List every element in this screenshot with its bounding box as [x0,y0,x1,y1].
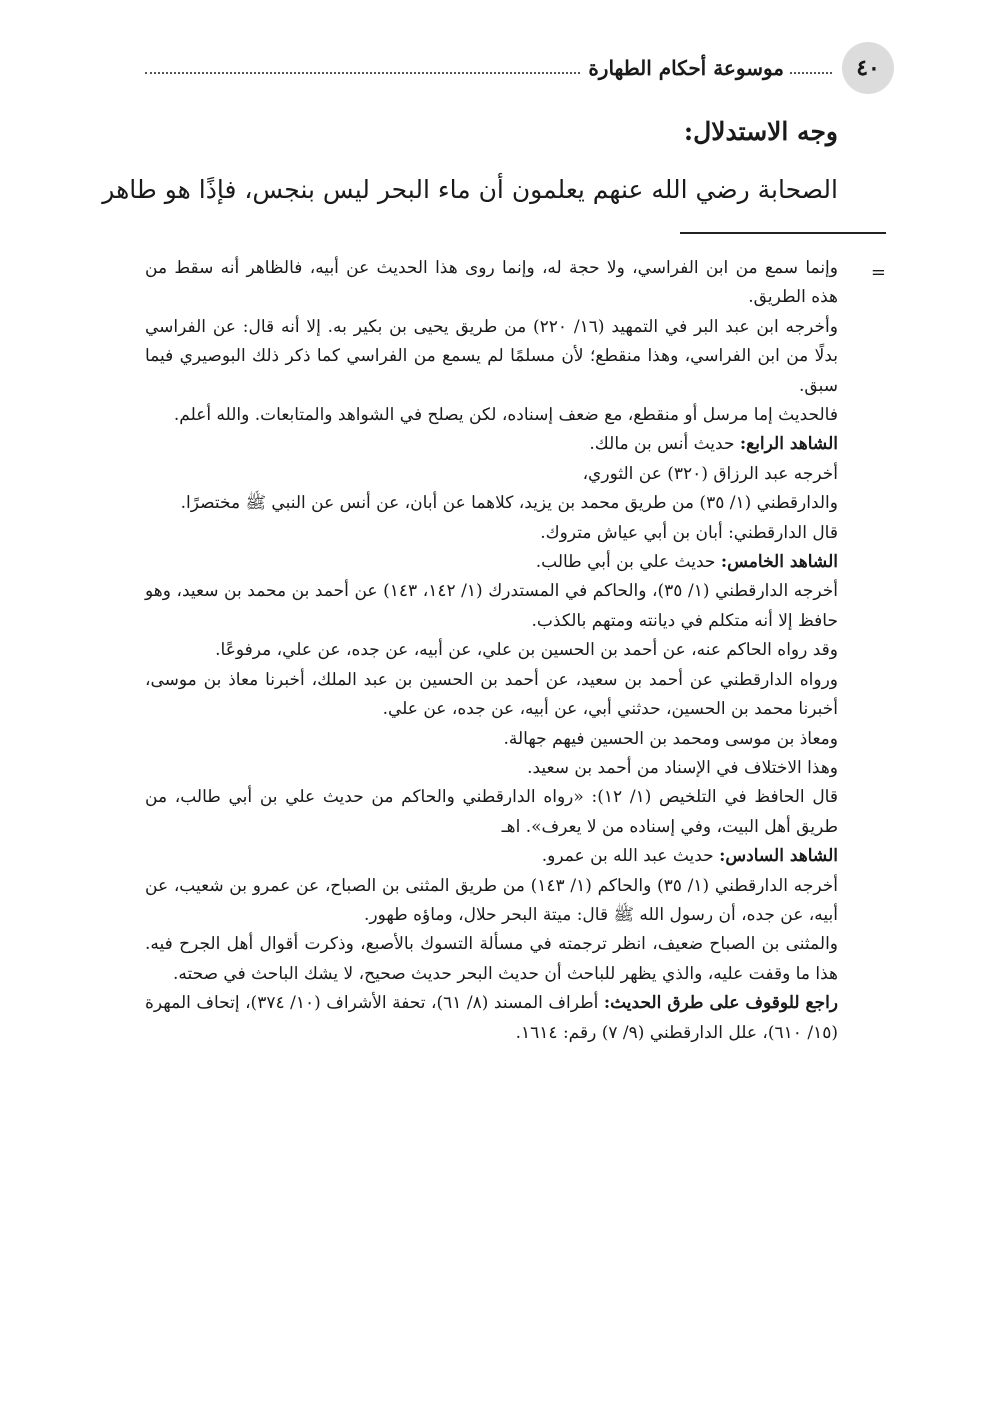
page-header [145,42,890,96]
footnote-text: قال الدارقطني: أبان بن أبي عياش متروك. [540,522,838,543]
section-heading: وجه الاستدلال: [683,117,838,146]
footnote-text: حديث علي بن أبي طالب. [535,552,721,573]
running-title: موسوعة أحكام الطهارة [582,56,790,80]
footnote-paragraph [145,519,838,548]
footnote-paragraph [145,930,838,989]
footnote-bold-lead: الشاهد السادس: [719,846,838,867]
footnote-text: حديث أنس بن مالك. [589,434,740,455]
footnote-text: أخرجه الدارقطني (١/ ٣٥) والحاكم (١/ ١٤٣) من طريق المثنى بن الصباح، عن عمرو بن شعيب، عن أبيه، عن جده، أن رسول الله ﷺ قال: ميتة البحر حلال، وماؤه طهور. [145,875,838,925]
footnote-paragraph [145,254,838,313]
footnote-paragraph [145,636,838,665]
footnote-text: أطراف المسند (٨/ ٦١)، تحفة الأشراف (١٠/ ٣٧٤)، إتحاف المهرة (١٥/ ٦١٠)، علل الدارقطني (٩/ ٧) رقم: ١٦١٤. [145,993,838,1043]
footnote-text: والمثنى بن الصباح ضعيف، انظر ترجمته في مسألة التسوك بالأصبع، وذكرت أقوال أهل الجرح فيه. هذا ما وقفت عليه، والذي يظهر للباحث أن حديث البحر حديث صحيح، لا يشك الباحث في صحته. [145,934,838,984]
page-number: ٤٠ [842,42,894,94]
body-text: الصحابة رضي الله عنهم يعلمون أن ماء البحر ليس بنجس، فإذًا هو طاهر [102,175,838,204]
footnote-paragraph [145,577,838,636]
footnote-text: والدارقطني (١/ ٣٥) من طريق محمد بن يزيد، كلاهما عن أبان، عن أنس عن النبي ﷺ مختصرًا. [180,493,838,514]
footnote-continuation-mark: = [870,262,886,283]
footnote-paragraph [145,460,838,489]
footnote-text: وقد رواه الحاكم عنه، عن أحمد بن الحسين بن علي، عن أبيه، عن جده، عن علي، مرفوعًا. [215,640,838,661]
footnote-text: وإنما سمع من ابن الفراسي، ولا حجة له، وإنما روى هذا الحديث عن أبيه، فالظاهر أنه سقط من هذه الطريق. [145,258,838,308]
footnote-paragraph [145,430,838,459]
footnote-text: حديث عبد الله بن عمرو. [541,846,720,867]
footnote-paragraph [145,842,838,871]
footnote-bold-lead: راجع للوقوف على طرق الحديث: [603,993,839,1014]
footnote-divider [680,232,886,234]
footnote-text: ورواه الدارقطني عن أحمد بن سعيد، عن أحمد بن الحسين بن عبد الملك، أخبرنا معاذ بن موسى، أخبرنا محمد بن الحسين، حدثني أبي، عن أبيه، عن جده، عن علي. [145,669,838,720]
footnote-paragraph [145,783,838,842]
footnote-bold-lead: الشاهد الخامس: [720,552,838,573]
footnote-text: ومعاذ بن موسى ومحمد بن الحسين فيهم جهالة. [503,728,838,749]
footnote-text: وهذا الاختلاف في الإسناد من أحمد بن سعيد. [527,757,838,778]
footnote-bold-lead: الشاهد الرابع: [739,434,838,455]
main-body [102,112,838,210]
footnote-text: أخرجه الدارقطني (١/ ٣٥)، والحاكم في المستدرك (١/ ١٤٢، ١٤٣) عن أحمد بن محمد بن سعيد، وهو حافظ إلا أنه متكلم في ديانته ومتهم بالكذب. [145,581,838,631]
footnote-paragraph [145,401,838,430]
footnote-text: وأخرجه ابن عبد البر في التمهيد (١٦/ ٢٢٠) من طريق يحيى بن بكير به. إلا أنه قال: عن الفراسي بدلًا من ابن الفراسي، وهذا منقطع؛ لأن مسلمًا لم يسمع من الفراسي كما ذكر ذلك البوصيري فيما سبق. [145,316,838,396]
footnotes [145,254,838,1048]
footnote-paragraph [145,872,838,931]
footnote-text: فالحديث إما مرسل أو منقطع، مع ضعف إسناده، لكن يصلح في الشواهد والمتابعات. والله أعلم. [173,405,838,426]
footnote-paragraph [145,725,838,754]
footnote-paragraph [145,989,838,1048]
footnote-paragraph [145,313,838,401]
footnote-text: قال الحافظ في التلخيص (١/ ١٢): «رواه الدارقطني والحاكم من حديث علي بن أبي طالب، من طريق أهل البيت، وفي إسناده من لا يعرف». اهـ [145,787,838,837]
footnote-paragraph [145,666,838,725]
footnote-paragraph [145,548,838,577]
footnote-paragraph [145,754,838,783]
footnote-text: أخرجه عبد الرزاق (٣٢٠) عن الثوري، [582,463,838,484]
footnote-paragraph [145,489,838,518]
